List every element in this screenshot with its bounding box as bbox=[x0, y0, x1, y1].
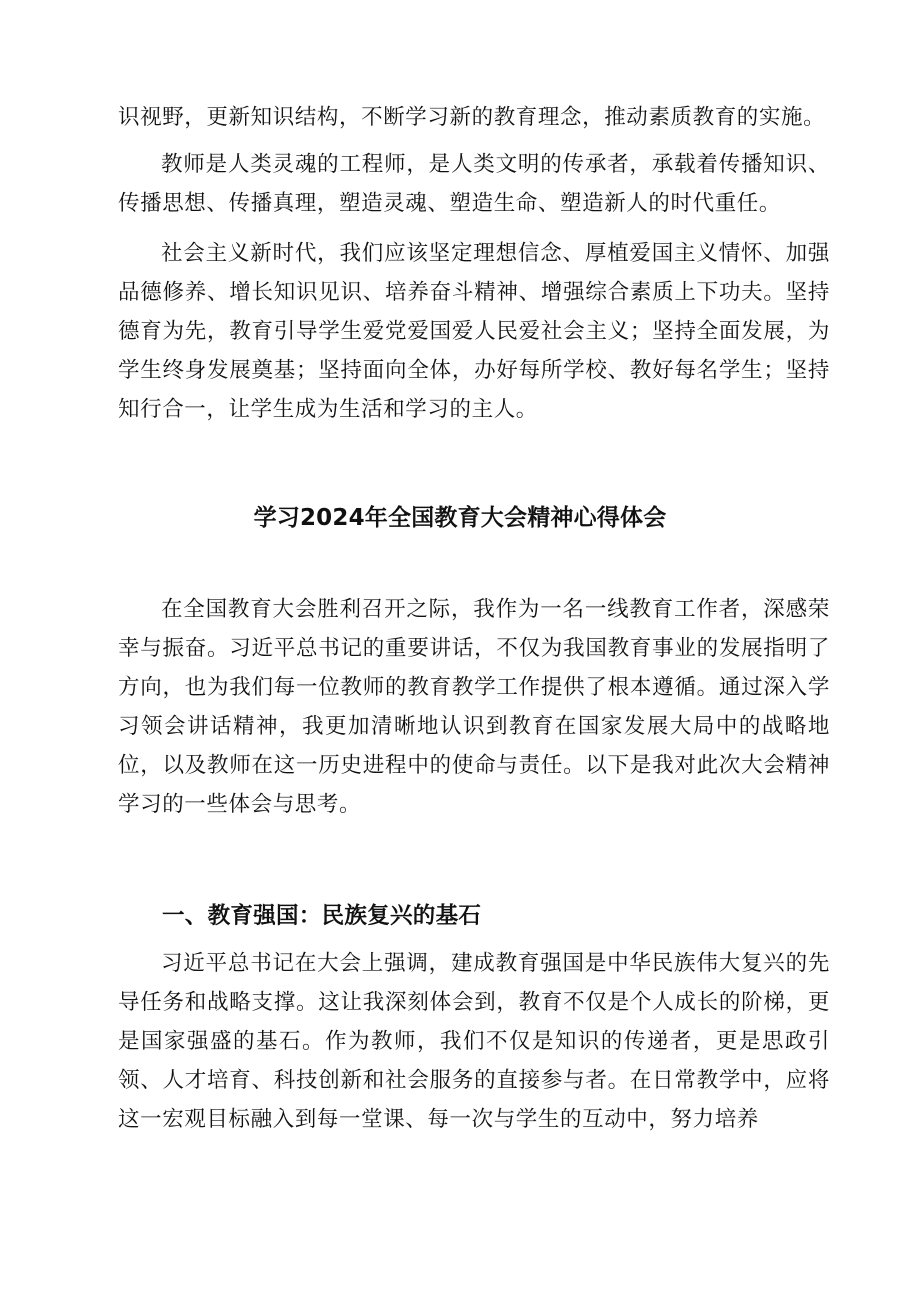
article-title: 学习2024年全国教育大会精神心得体会 bbox=[253, 505, 667, 531]
paragraph-teachers-role: 教师是人类灵魂的工程师，是人类文明的传承者，承载着传播知识、传播思想、传播真理，塑造灵魂、塑造生命、塑造新人的时代重任。 bbox=[118, 152, 830, 216]
section-heading-1: 一、教育强国：民族复兴的基石 bbox=[162, 903, 482, 929]
paragraph-new-era: 社会主义新时代，我们应该坚定理想信念、厚植爱国主义情怀、加强品德修养、增长知识见识、培养奋斗精神、增强综合素质上下功夫。坚持德育为先，教育引导学生爱党爱国爱人民爱社会主义；坚持全面发展，为学生终身发展奠基；坚持面向全体，办好每所学校、教好每名学生；坚持知行合一，让学生成为生活和学习的主人。 bbox=[118, 241, 830, 422]
paragraph-continuation: 识视野，更新知识结构，不断学习新的教育理念，推动素质教育的实施。 bbox=[118, 105, 826, 130]
paragraph-section-1-body: 习近平总书记在大会上强调，建成教育强国是中华民族伟大复兴的先导任务和战略支撑。这让我深刻体会到，教育不仅是个人成长的阶梯，更是国家强盛的基石。作为教师，我们不仅是知识的传递者，更是思政引领、人才培育、科技创新和社会服务的直接参与者。在日常教学中，应将这一宏观目标融入到每一堂课、每一次与学生的互动中，努力培养 bbox=[118, 951, 830, 1132]
paragraph-introduction: 在全国教育大会胜利召开之际，我作为一名一线教育工作者，深感荣幸与振奋。习近平总书记的重要讲话，不仅为我国教育事业的发展指明了方向，也为我们每一位教师的教育教学工作提供了根本遵循。通过深入学习领会讲话精神，我更加清晰地认识到教育在国家发展大局中的战略地位，以及教师在这一历史进程中的使命与责任。以下是我对此次大会精神学习的一些体会与思考。 bbox=[118, 597, 830, 817]
